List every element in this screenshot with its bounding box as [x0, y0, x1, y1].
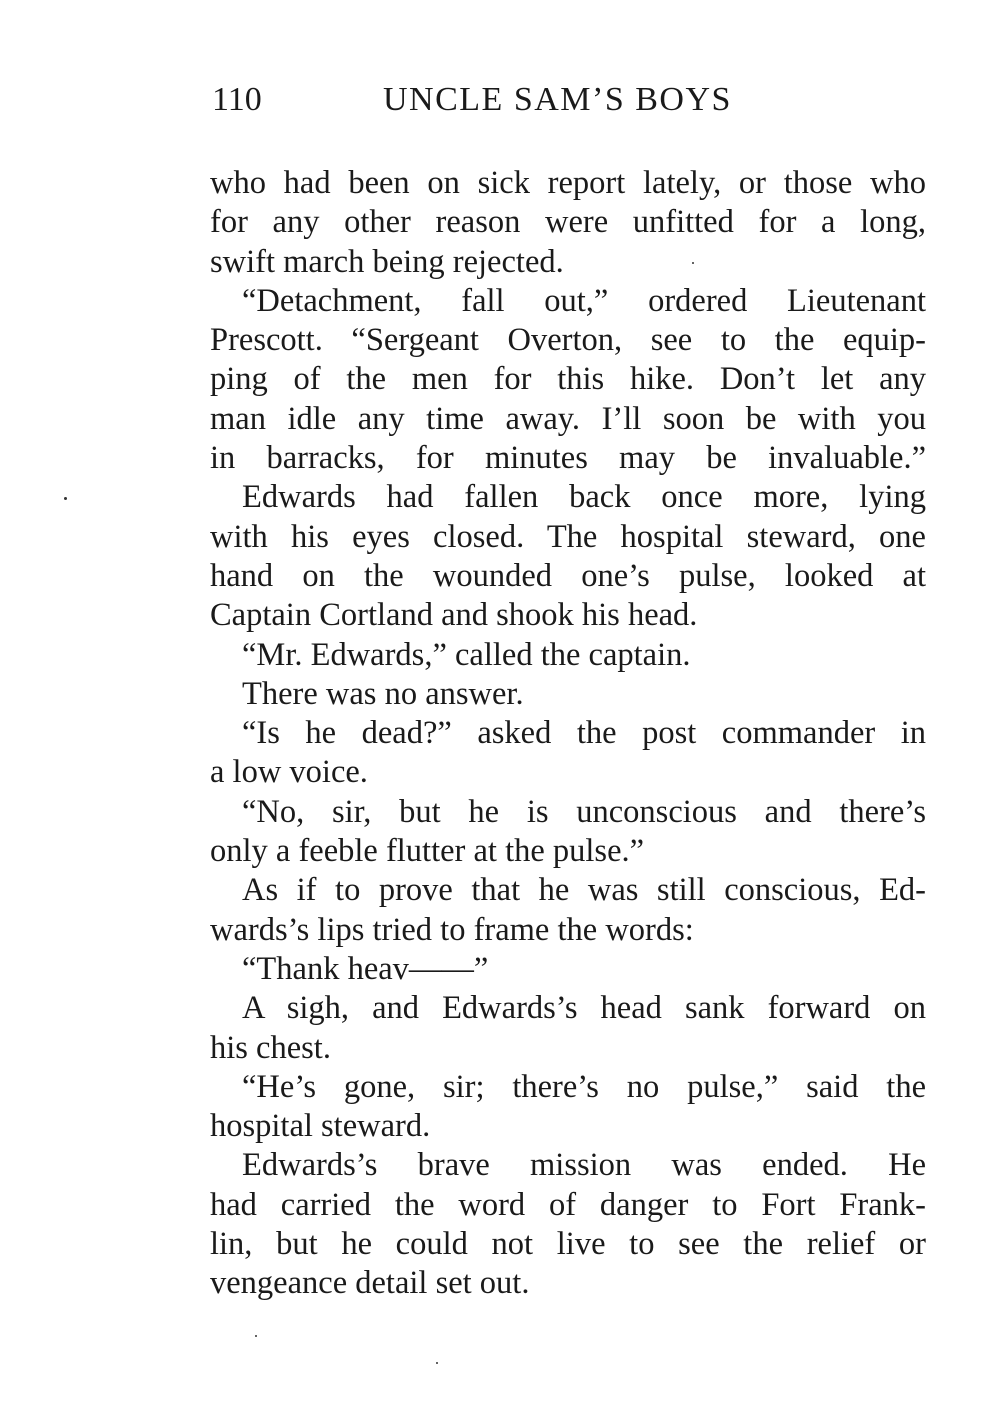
text-line: hospital steward. [210, 1108, 431, 1145]
text-line: Edwards had fallen back once more, lying [242, 479, 926, 516]
text-line: “Is he dead?” asked the post commander in [242, 715, 926, 752]
text-line: hand on the wounded one’s pulse, looked at [210, 557, 926, 594]
text-line: As if to prove that he was still conscious, Ed- [242, 872, 926, 909]
text-line: “Mr. Edwards,” called the captain. [242, 636, 691, 673]
text-line: man idle any time away. I’ll soon be with you [210, 400, 926, 437]
print-speck [255, 1335, 257, 1337]
text-line: had carried the word of danger to Fort Frank- [210, 1186, 926, 1223]
text-line: “Detachment, fall out,” ordered Lieutenant [242, 282, 926, 319]
text-line: There was no answer. [242, 675, 524, 712]
text-line: swift march being rejected. [210, 243, 564, 280]
text-line: lin, but he could not live to see the relief or [210, 1226, 926, 1263]
text-line: Prescott. “Sergeant Overton, see to the equip- [210, 322, 926, 359]
text-line: vengeance detail set out. [210, 1265, 530, 1302]
text-line: “No, sir, but he is unconscious and there’s [242, 793, 926, 830]
print-speck [64, 497, 67, 500]
text-line: “He’s gone, sir; there’s no pulse,” said the [242, 1068, 926, 1105]
text-line: for any other reason were unfitted for a long, [210, 204, 926, 241]
text-line: his chest. [210, 1029, 331, 1066]
text-line: a low voice. [210, 754, 368, 791]
running-title: UNCLE SAM’S BOYS [383, 81, 732, 118]
text-line: who had been on sick report lately, or those who [210, 165, 926, 201]
text-line: only a feeble flutter at the pulse.” [210, 833, 645, 870]
text-line: with his eyes closed. The hospital steward, one [210, 518, 926, 555]
print-speck [692, 262, 694, 264]
text-line: ping of the men for this hike. Don’t let any [210, 361, 926, 398]
text-line: Captain Cortland and shook his head. [210, 597, 698, 634]
text-line: Edwards’s brave mission was ended. He [242, 1147, 926, 1184]
text-line: A sigh, and Edwards’s head sank forward on [242, 990, 926, 1027]
text-line: in barracks, for minutes may be invaluable.” [210, 440, 926, 477]
text-line: wards’s lips tried to frame the words: [210, 911, 694, 948]
page-header [212, 78, 932, 122]
text-line: “Thank heav——” [242, 950, 489, 987]
print-speck [436, 1362, 438, 1364]
body-text [210, 164, 926, 1304]
page-number: 110 [212, 81, 262, 118]
